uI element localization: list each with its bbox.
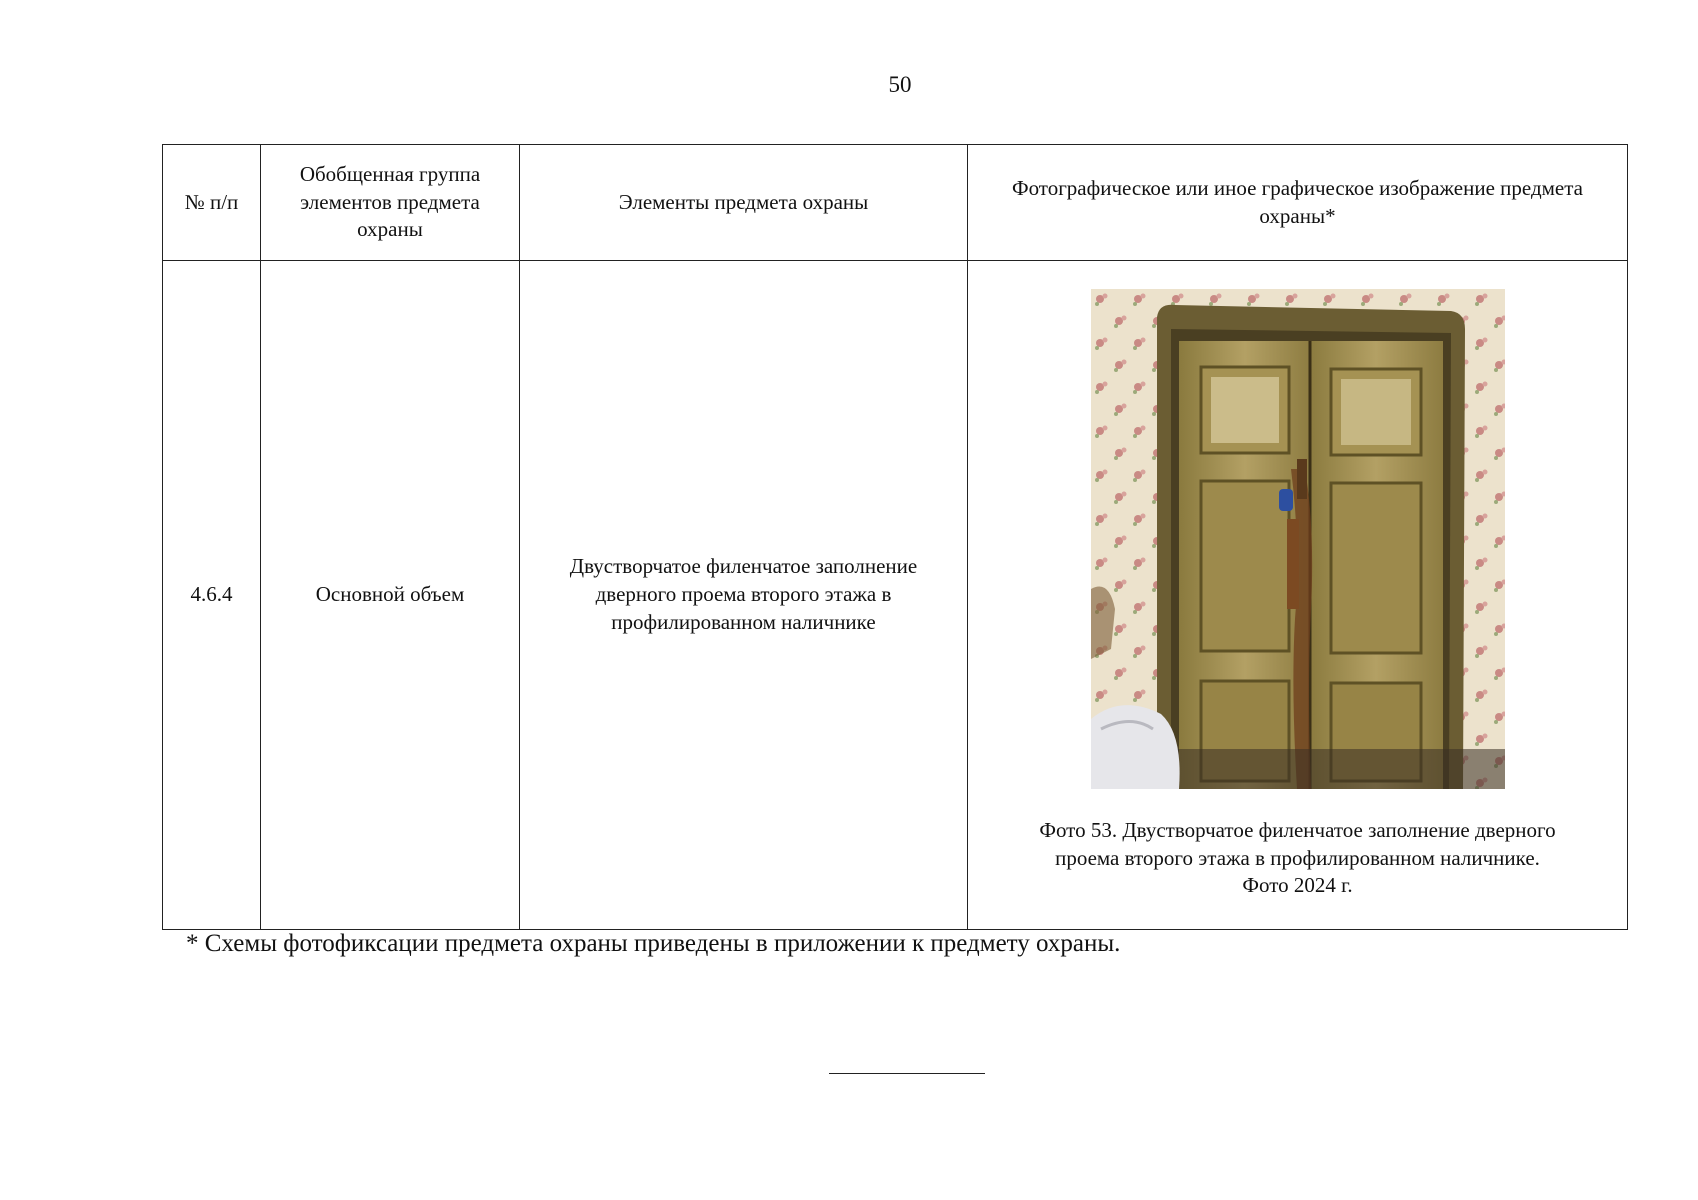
header-elements: Элементы предмета охраны <box>520 145 968 261</box>
header-group: Обобщенная группа элементов предмета охраны <box>261 145 520 261</box>
page-number: 50 <box>888 72 912 97</box>
heritage-elements-table <box>162 144 1628 930</box>
header-number: № п/п <box>163 145 261 261</box>
cell-number: 4.6.4 <box>163 261 261 930</box>
table-header-row <box>163 145 1628 261</box>
door-photo <box>1091 289 1505 789</box>
header-image: Фотографическое или иное графическое изображение предмета охраны* <box>968 145 1628 261</box>
caption-line: проема второго этажа в профилированном наличнике. <box>1055 845 1540 870</box>
end-divider <box>829 1073 985 1074</box>
cell-element: Двустворчатое филенчатое заполнение дверного проема второго этажа в профилированном наличнике <box>520 261 968 930</box>
caption-line: Фото 53. Двустворчатое филенчатое заполнение дверного <box>1039 818 1556 842</box>
photo-caption <box>978 817 1617 900</box>
caption-line: Фото 2024 г. <box>1242 873 1353 898</box>
cell-photo <box>968 261 1628 930</box>
table-row <box>163 261 1628 930</box>
footnote: * Схемы фотофиксации предмета охраны приведены в приложении к предмету охраны. <box>186 930 1121 957</box>
cell-group: Основной объем <box>261 261 520 930</box>
